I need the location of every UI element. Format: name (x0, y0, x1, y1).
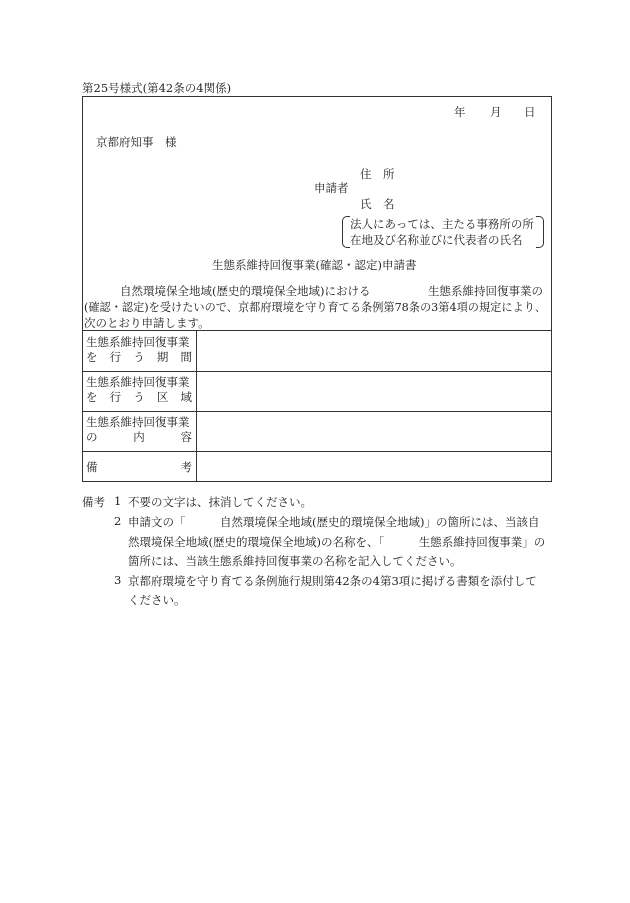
right-bracket (536, 216, 544, 248)
row-label-char: う (133, 390, 145, 404)
row-label-line2 (86, 430, 192, 445)
table-rule-top (82, 330, 552, 331)
row-value-area[interactable] (202, 380, 548, 406)
date-day-label: 日 (524, 105, 536, 119)
corporate-note-line1: 法人にあっては、主たる事務所の所 (350, 217, 534, 231)
row-label-char: 期 (156, 350, 169, 364)
body-line3: 次のとおり申請します。 (84, 316, 210, 330)
note-line: 京都府環境を守り育てる条例施行規則第42条の4第3項に掲げる書類を添付して (128, 574, 537, 588)
note-line: 不要の文字は、抹消してください。 (128, 495, 312, 509)
note-number: 1 (114, 494, 122, 508)
addressee: 京都府知事 様 (96, 135, 177, 149)
row-label-char: 区 (156, 390, 169, 404)
row-label-char: 内 (133, 430, 145, 444)
row-label-char: 考 (180, 460, 192, 474)
row-label-char: 域 (180, 390, 192, 404)
row-label-line2 (86, 390, 192, 405)
note-line: ください。 (128, 593, 186, 607)
body-line1-part1: 自然環境保全地域(歴史的環境保全地域)における (120, 284, 371, 298)
table-column-divider (196, 330, 197, 482)
row-value-remarks[interactable] (202, 455, 548, 479)
note-line: 然環境保全地域(歴史的環境保全地域)の名称を、「 生態系維持回復事業」の (128, 535, 546, 549)
form-number-title: 第25号様式(第42条の4関係) (82, 81, 232, 95)
row-label-char: 備 (86, 460, 98, 474)
row-label-char: を (86, 390, 98, 404)
table-rule-2 (82, 411, 552, 412)
row-label-char: を (86, 350, 98, 364)
applicant-role-label: 申請者 (314, 181, 349, 195)
date-year-label: 年 (454, 105, 466, 119)
row-label-line1: 生態系維持回復事業 (86, 415, 190, 429)
row-value-content[interactable] (202, 420, 548, 446)
body-line1-part2: 生態系維持回復事業の (428, 284, 543, 298)
row-label-line1: 生態系維持回復事業 (86, 335, 190, 349)
note-number: 2 (114, 514, 122, 528)
left-bracket (342, 216, 350, 248)
row-label-line1 (86, 460, 192, 475)
document-heading: 生態系維持回復事業(確認・認定)申請書 (212, 258, 417, 272)
table-rule-1 (82, 371, 552, 372)
body-line2: (確認・認定)を受けたいので、京都府環境を守り育てる条例第78条の3第4項の規定により、 (84, 301, 547, 314)
note-line: 箇所には、当該生態系維持回復事業の名称を記入してください。 (128, 554, 462, 568)
notes-label: 備考 (82, 495, 105, 509)
note-line: 申請文の「 自然環境保全地域(歴史的環境保全地域)」の箇所には、当該自 (128, 515, 540, 529)
corporate-note-line2: 在地及び名称並びに代表者の氏名 (350, 233, 523, 247)
table-row (86, 460, 192, 475)
row-label-char: 間 (180, 350, 192, 364)
note-number: 3 (114, 573, 122, 587)
table-rule-3 (82, 451, 552, 452)
table-row (86, 335, 192, 365)
applicant-name-label: 氏 名 (360, 197, 395, 211)
applicant-address-label: 住 所 (360, 167, 395, 181)
row-value-period[interactable] (202, 340, 548, 366)
row-label-char: 行 (109, 350, 122, 364)
table-row (86, 415, 192, 445)
row-label-line2 (86, 350, 192, 365)
table-row (86, 375, 192, 405)
row-label-char: う (133, 350, 145, 364)
row-label-char: 行 (109, 390, 122, 404)
row-label-char: の (86, 430, 98, 444)
row-label-line1: 生態系維持回復事業 (86, 375, 190, 389)
date-month-label: 月 (490, 105, 502, 119)
row-label-char: 容 (180, 430, 192, 444)
